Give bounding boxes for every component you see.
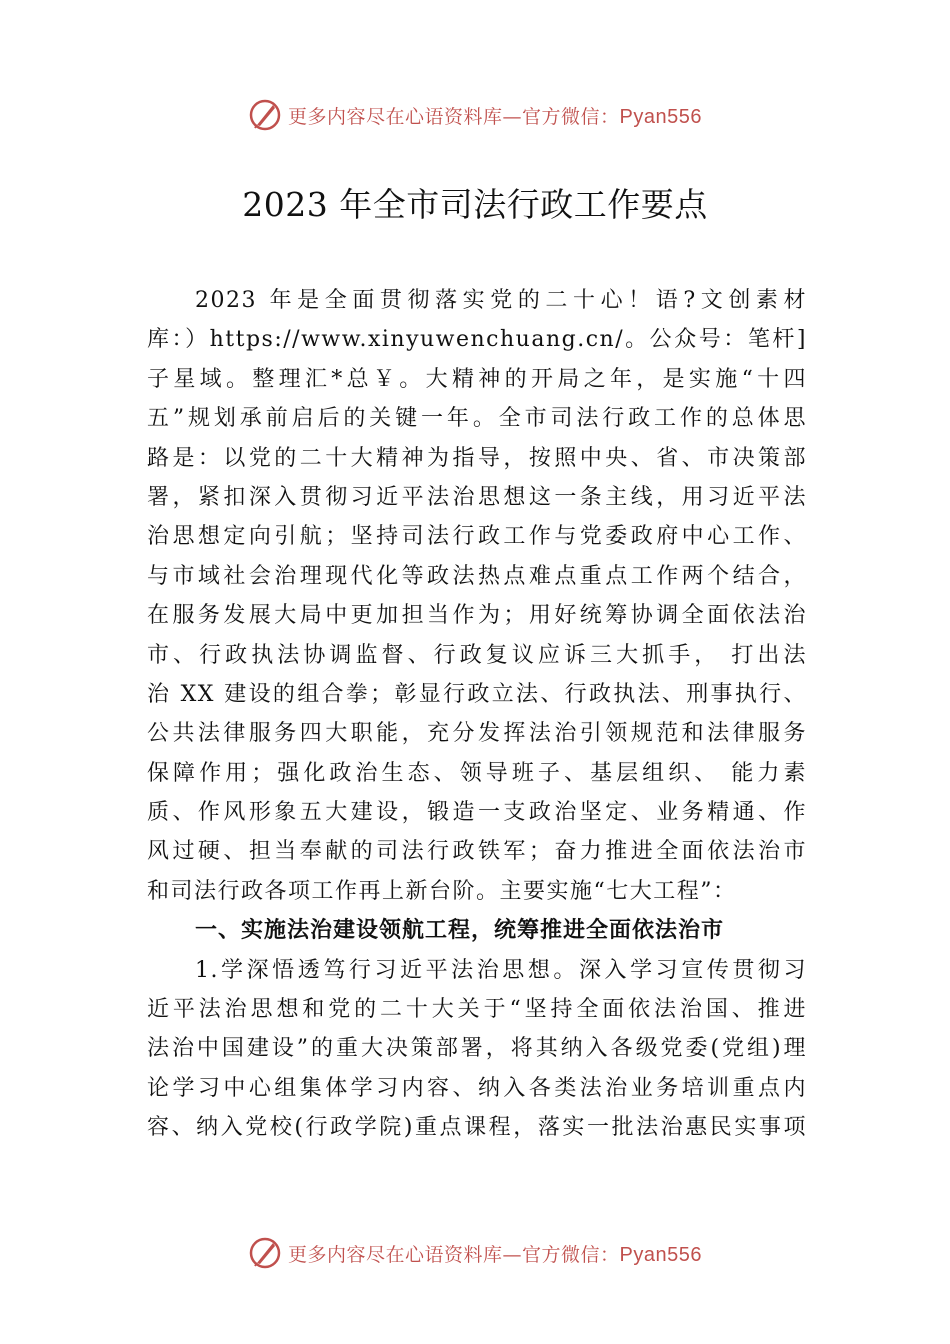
paragraph-line: 五”规划承前启后的关键一年。全市司法行政工作的总体思: [147, 406, 807, 432]
banner-text: 更多内容尽在心语资料库—官方微信：Pyan556: [288, 105, 702, 128]
paragraph-line: 风过硬、担当奉献的司法行政铁军；奋力推进全面依法治市: [147, 839, 807, 865]
paragraph-line: 保障作用；强化政治生态、领导班子、基层组织、 能力素: [147, 760, 807, 786]
paragraph-line: 库：）https://www.xinyuwenchuang.cn/。公众号：笔杆]: [147, 327, 807, 353]
paragraph-line: 近平法治思想和党的二十大关于“坚持全面依法治国、推进: [147, 997, 807, 1023]
paragraph-line: 治思想定向引航；坚持司法行政工作与党委政府中心工作、: [147, 524, 807, 550]
paragraph-line: 1.学深悟透笃行习近平法治思想。深入学习宣传贯彻习: [195, 957, 807, 983]
banner-text: 更多内容尽在心语资料库—官方微信：Pyan556: [288, 1243, 702, 1266]
paragraph-line: 论学习中心组集体学习内容、纳入各类法治业务培训重点内: [147, 1075, 807, 1101]
paragraph-line: 法治中国建设”的重大决策部署，将其纳入各级党委(党组)理: [147, 1036, 807, 1062]
paragraph-line: 2023 年是全面贯彻落实党的二十心！语?文创素材: [195, 288, 807, 313]
paragraph-line: 质、作风形象五大建设，锻造一支政治坚定、业务精通、作: [147, 800, 807, 826]
paragraph-line: 子星域。整理汇*总￥。大精神的开局之年，是实施“十四: [147, 366, 807, 392]
section-heading: 一、实施法治建设领航工程，统筹推进全面依法治市: [195, 918, 725, 944]
paragraph-line: 市、行政执法协调监督、行政复议应诉三大抓手， 打出法: [147, 642, 807, 668]
header-banner: [0, 95, 950, 135]
paragraph-line: 与市域社会治理现代化等政法热点难点重点工作两个结合，: [147, 563, 807, 589]
paragraph-line: 和司法行政各项工作再上新台阶。主要实施“七大工程”：: [147, 878, 737, 904]
paragraph-line: 容、纳入党校(行政学院)重点课程，落实一批法治惠民实事项: [147, 1115, 807, 1141]
paragraph-line: 署，紧扣深入贯彻习近平法治思想这一条主线，用习近平法: [147, 484, 807, 510]
document-body: [147, 281, 807, 1148]
quill-pen-logo-icon: [248, 1236, 282, 1270]
quill-pen-logo-icon: [248, 98, 282, 132]
paragraph-line: 在服务发展大局中更加担当作为；用好统筹协调全面依法治: [147, 603, 807, 629]
paragraph-line: 公共法律服务四大职能，充分发挥法治引领规范和法律服务: [147, 721, 807, 747]
footer-banner: [0, 1233, 950, 1273]
paragraph-line: 路是：以党的二十大精神为指导，按照中央、省、市决策部: [147, 445, 807, 471]
page-title: 2023 年全市司法行政工作要点: [242, 185, 708, 224]
paragraph-line: 治 XX 建设的组合拳；彰显行政立法、行政执法、刑事执行、: [147, 681, 807, 707]
